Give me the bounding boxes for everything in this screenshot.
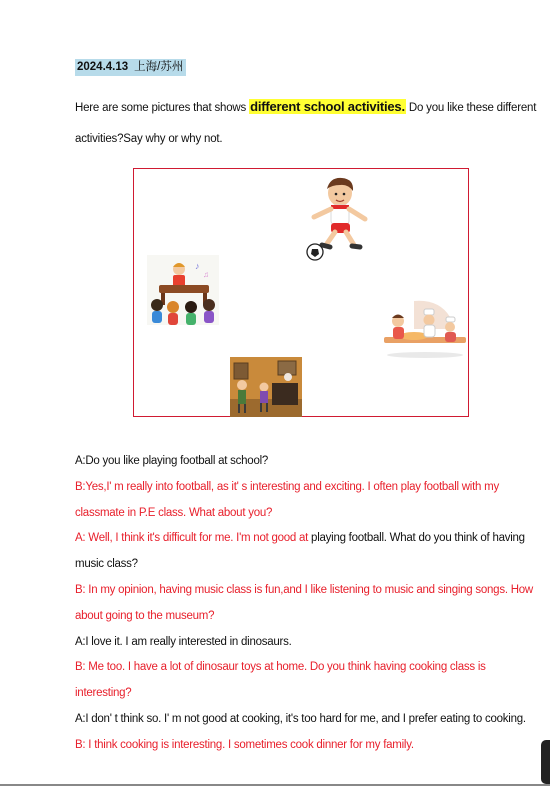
page-bottom-divider (0, 784, 550, 786)
location-text: 上海/苏州 (134, 61, 184, 73)
side-tab-handle[interactable] (541, 740, 550, 784)
cooking-class-icon (384, 299, 466, 359)
svg-text:♪: ♪ (195, 261, 200, 271)
dialogue-line: A:Do you like playing football at school? (75, 455, 269, 467)
music-class-icon (147, 255, 219, 325)
dialogue-line (75, 526, 537, 578)
date-location-tag (75, 59, 186, 76)
dialogue-line-red-part: A: Well, I think it's difficult for me. I'm not good at (75, 532, 312, 545)
football-boy-icon (302, 175, 372, 263)
date-text: 2024.4.13 (77, 61, 129, 73)
intro-text-before: Here are some pictures that shows (75, 102, 250, 114)
dialogue-line: B: Me too. I have a lot of dinosaur toys at home. Do you think having cooking class is interesting? (75, 661, 486, 700)
dialogue-line: B: I think cooking is interesting. I sometimes cook dinner for my family. (75, 738, 414, 751)
dialogue-line: B:Yes,I' m really into football, as it' s interesting and exciting. I often play football with my classmate in P.E class. What about you? (75, 480, 499, 519)
dialogue-line: B: In my opinion, having music class is fun,and I like listening to music and singing songs. How about going to the museum? (75, 583, 533, 622)
pictures-frame (133, 168, 469, 417)
intro-paragraph (75, 91, 537, 155)
dialogue-block (75, 449, 537, 759)
dialogue-line-black-part: playing football. What do you think of having music class? (75, 532, 525, 571)
highlighted-phrase: different school activities. (250, 99, 405, 114)
museum-visit-icon (230, 357, 302, 417)
svg-text:♫: ♫ (203, 270, 209, 279)
intro-text-after: Do you like these different activities?Say why or why not. (75, 102, 537, 145)
dialogue-line: A:I don' t think so. I' m not good at cooking, it's too hard for me, and I prefer eating to cooking. (75, 712, 526, 725)
dialogue-line: A:I love it. I am really interested in dinosaurs. (75, 635, 292, 648)
